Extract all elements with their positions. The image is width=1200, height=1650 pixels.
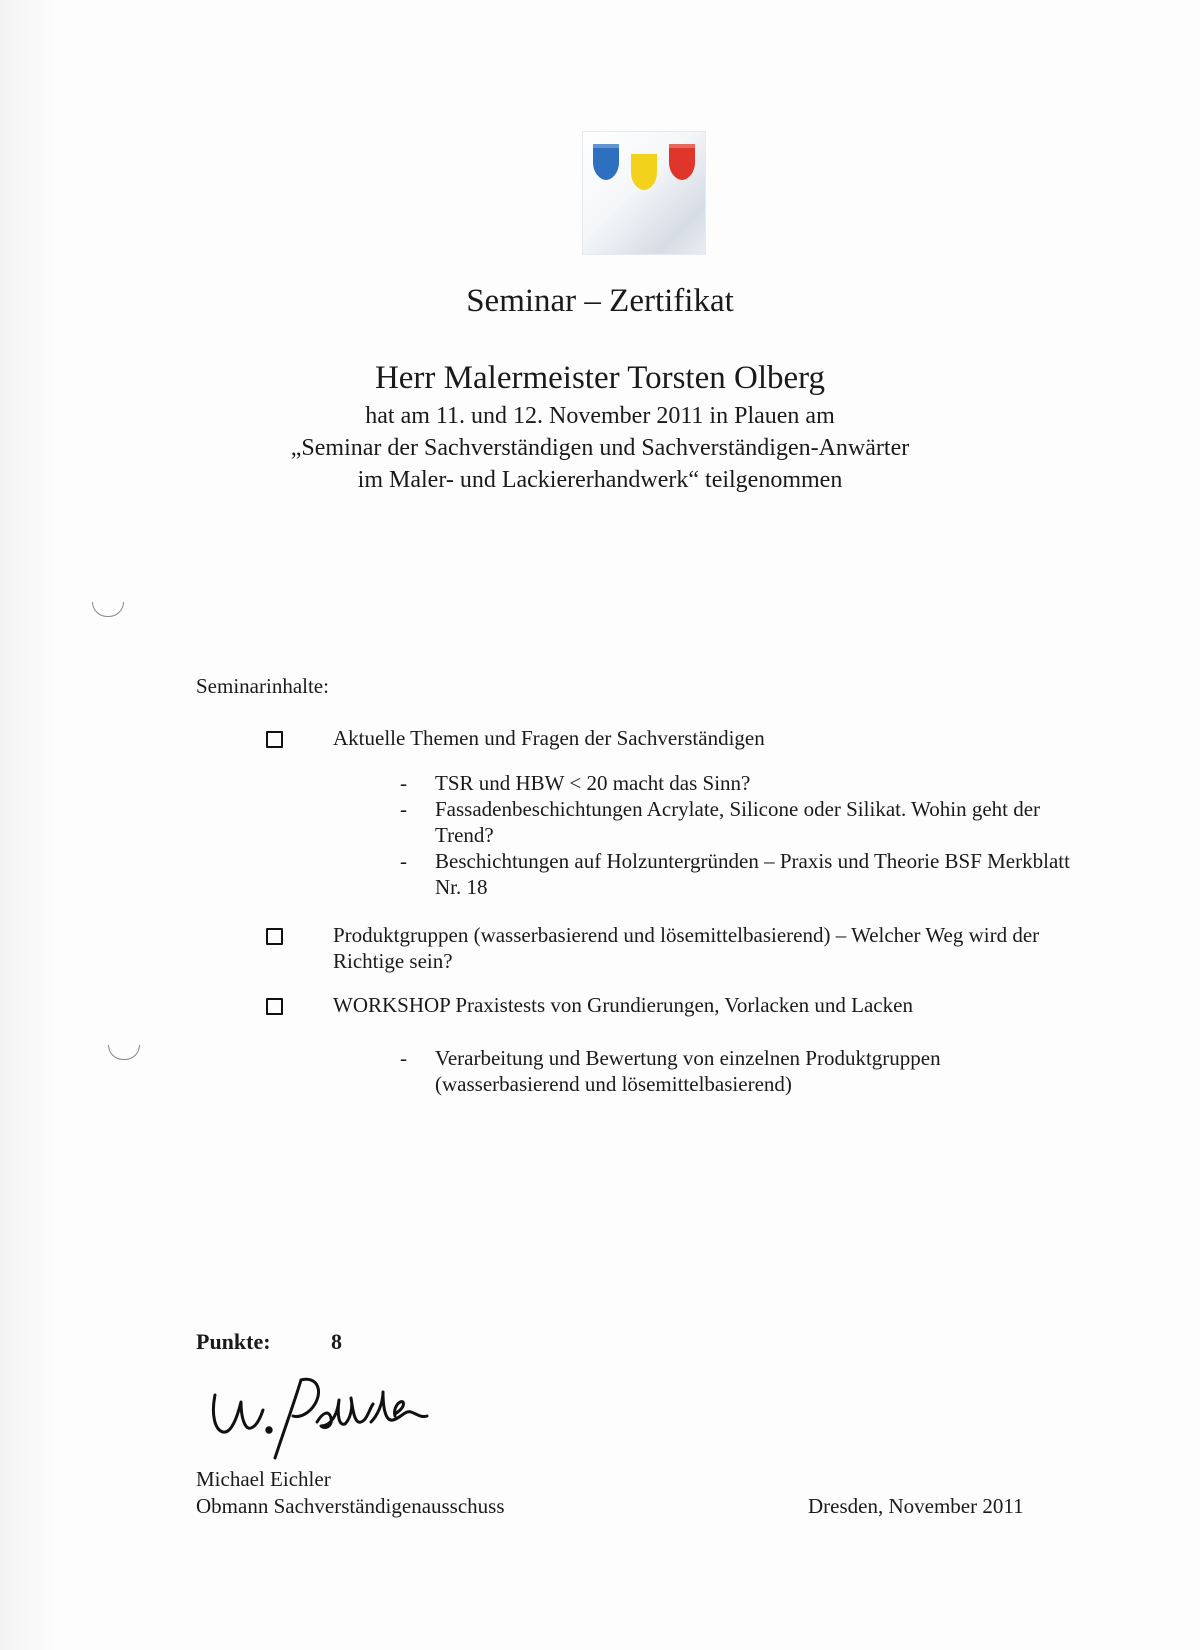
organization-logo [583, 132, 705, 254]
handwritten-signature [205, 1360, 435, 1470]
signer-role: Obmann Sachverständigenausschuss [196, 1494, 505, 1518]
scan-edge [0, 0, 60, 1650]
points-value: 8 [331, 1329, 342, 1354]
statement-line: „Seminar der Sachverständigen und Sachverständigen-Anwärter [290, 435, 910, 461]
checkbox-icon [266, 928, 283, 945]
subtopic-text: Verarbeitung und Bewertung von einzelnen Produktgruppen (wasserbasierend und lösemittelbasierend) [435, 1046, 941, 1096]
topic-item: Aktuelle Themen und Fragen der Sachverständigen [333, 726, 765, 750]
participation-statement [0, 400, 1200, 496]
three-shields-icon [583, 132, 705, 254]
punch-hole-mark [108, 1045, 140, 1060]
dash-bullet: - [400, 797, 407, 821]
signer-name: Michael Eichler [196, 1467, 331, 1491]
checkbox-icon [266, 998, 283, 1015]
certificate-title: Seminar – Zertifikat [466, 283, 734, 319]
recipient-name: Herr Malermeister Torsten Olberg [374, 360, 826, 396]
statement-line: hat am 11. und 12. November 2011 in Plauen am [365, 403, 835, 429]
subtopic-text: Fassadenbeschichtungen Acrylate, Silicone oder Silikat. Wohin geht der Trend? [435, 797, 1041, 847]
subtopic-text: TSR und HBW < 20 macht das Sinn? [435, 771, 751, 795]
contents-heading: Seminarinhalte: [196, 674, 329, 698]
subtopic-text: Beschichtungen auf Holzuntergründen – Praxis und Theorie BSF Merkblatt Nr. 18 [435, 849, 1070, 899]
punch-hole-mark [92, 602, 124, 617]
place-and-date: Dresden, November 2011 [808, 1494, 1024, 1518]
dash-bullet: - [400, 849, 407, 873]
points-label: Punkte: [196, 1329, 271, 1354]
statement-line: im Maler- und Lackiererhandwerk“ teilgenommen [357, 467, 843, 493]
dash-bullet: - [400, 1046, 407, 1070]
dash-bullet: - [400, 771, 407, 795]
topic-item: Produktgruppen (wasserbasierend und lösemittelbasierend) – Welcher Weg wird der Richtige sein? [333, 923, 1040, 973]
topic-item: WORKSHOP Praxistests von Grundierungen, Vorlacken und Lacken [333, 993, 913, 1017]
checkbox-icon [266, 731, 283, 748]
